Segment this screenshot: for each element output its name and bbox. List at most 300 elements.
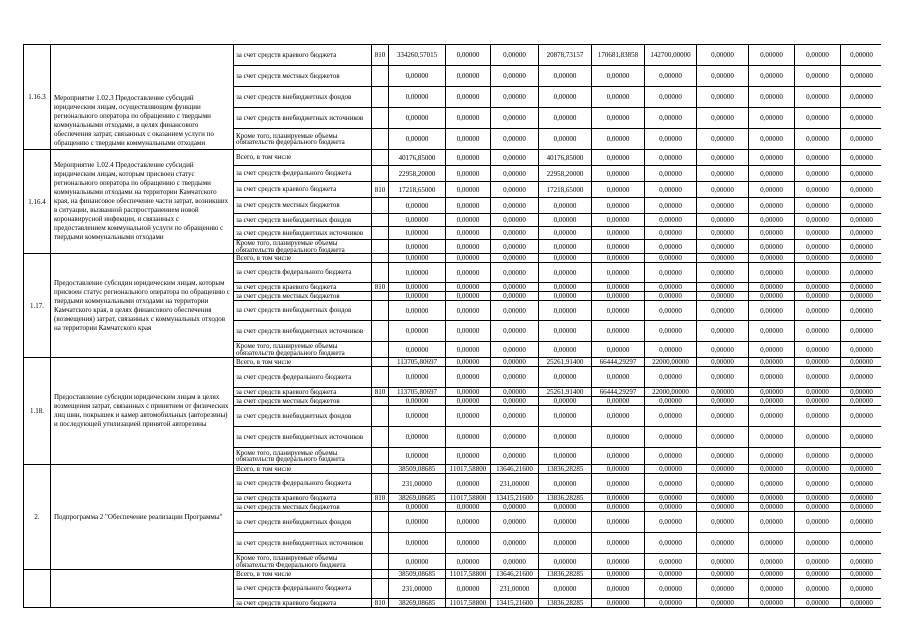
funding-source: за счет средств краевого бюджета — [234, 599, 372, 608]
amount-cell: 0,00000 — [697, 166, 749, 182]
amount-cell: 0,00000 — [749, 388, 795, 397]
amount-cell: 0,00000 — [446, 182, 491, 198]
amount-cell: 0,00000 — [749, 292, 795, 301]
amount-cell: 0,00000 — [446, 342, 491, 358]
amount-cell: 0,00000 — [592, 554, 645, 570]
budget-code — [372, 263, 389, 283]
amount-cell: 0,00000 — [446, 533, 491, 554]
budget-code: 810 — [372, 599, 389, 608]
amount-cell: 0,00000 — [795, 599, 841, 608]
funding-source: за счет средств федерального бюджета — [234, 367, 372, 388]
amount-cell: 0,00000 — [841, 554, 882, 570]
amount-cell: 0,00000 — [389, 254, 446, 263]
amount-cell: 0,00000 — [645, 579, 697, 599]
amount-cell: 0,00000 — [539, 254, 592, 263]
amount-cell: 0,00000 — [697, 570, 749, 579]
amount-cell: 0,00000 — [749, 283, 795, 292]
amount-cell: 0,00000 — [795, 227, 841, 240]
amount-cell: 0,00000 — [749, 263, 795, 283]
amount-cell: 0,00000 — [645, 254, 697, 263]
amount-cell: 0,00000 — [539, 512, 592, 533]
amount-cell: 0,00000 — [749, 474, 795, 494]
amount-cell: 0,00000 — [749, 66, 795, 87]
funding-source: за счет средств краевого бюджета — [234, 283, 372, 292]
amount-cell: 0,00000 — [539, 263, 592, 283]
amount-cell: 0,00000 — [491, 108, 539, 129]
amount-cell: 0,00000 — [749, 321, 795, 342]
amount-cell: 0,00000 — [749, 512, 795, 533]
amount-cell: 0,00000 — [592, 342, 645, 358]
amount-cell: 0,00000 — [491, 533, 539, 554]
amount-cell: 0,00000 — [446, 503, 491, 512]
amount-cell: 0,00000 — [697, 283, 749, 292]
amount-cell: 0,00000 — [491, 367, 539, 388]
amount-cell: 0,00000 — [645, 166, 697, 182]
amount-cell: 0,00000 — [446, 397, 491, 406]
amount-cell: 13836,28285 — [539, 599, 592, 608]
amount-cell: 0,00000 — [389, 301, 446, 321]
amount-cell: 0,00000 — [592, 397, 645, 406]
funding-source: за счет средств внебюджетных фондов — [234, 87, 372, 108]
amount-cell: 0,00000 — [491, 512, 539, 533]
amount-cell: 0,00000 — [749, 342, 795, 358]
amount-cell: 0,00000 — [645, 367, 697, 388]
amount-cell: 0,00000 — [841, 367, 882, 388]
amount-cell: 0,00000 — [697, 198, 749, 214]
amount-cell: 0,00000 — [389, 448, 446, 465]
amount-cell: 0,00000 — [446, 406, 491, 427]
budget-code: 810 — [372, 45, 389, 66]
amount-cell: 0,00000 — [645, 321, 697, 342]
amount-cell: 0,00000 — [841, 66, 882, 87]
amount-cell: 0,00000 — [389, 533, 446, 554]
amount-cell: 22000,00000 — [645, 388, 697, 397]
budget-code — [372, 198, 389, 214]
amount-cell: 0,00000 — [841, 570, 882, 579]
amount-cell: 0,00000 — [491, 283, 539, 292]
amount-cell: 13836,28285 — [539, 465, 592, 474]
amount-cell: 0,00000 — [592, 166, 645, 182]
amount-cell: 0,00000 — [389, 129, 446, 150]
budget-code — [372, 448, 389, 465]
funding-source: за счет средств внебюджетных источников — [234, 321, 372, 342]
amount-cell: 0,00000 — [389, 367, 446, 388]
amount-cell: 0,00000 — [446, 388, 491, 397]
amount-cell: 0,00000 — [841, 45, 882, 66]
funding-source: за счет средств местных бюджетов — [234, 66, 372, 87]
funding-source: Кроме того, планируемые объемы обязательств федерального бюджета — [234, 240, 372, 254]
amount-cell: 0,00000 — [539, 66, 592, 87]
amount-cell: 0,00000 — [592, 503, 645, 512]
amount-cell: 0,00000 — [491, 182, 539, 198]
amount-cell: 0,00000 — [446, 66, 491, 87]
funding-source: Всего, в том числе — [234, 465, 372, 474]
amount-cell: 0,00000 — [446, 166, 491, 182]
activity-title: Предоставление субсидии юридическим лицам, которым присвоен статус регионального оператора по обращению с твердыми коммунальными отходами на территории Камчатского края, в целях финансового обеспечения (возмещения) затрат, связанных с коммунальных отходов на территории Камчатского края — [51, 254, 234, 358]
amount-cell: 0,00000 — [592, 87, 645, 108]
amount-cell: 0,00000 — [795, 66, 841, 87]
amount-cell: 0,00000 — [841, 494, 882, 503]
amount-cell: 0,00000 — [446, 448, 491, 465]
amount-cell: 11017,58800 — [446, 494, 491, 503]
amount-cell: 0,00000 — [749, 108, 795, 129]
amount-cell: 0,00000 — [841, 465, 882, 474]
amount-cell: 0,00000 — [592, 254, 645, 263]
amount-cell: 0,00000 — [491, 129, 539, 150]
amount-cell: 0,00000 — [749, 240, 795, 254]
amount-cell: 0,00000 — [446, 554, 491, 570]
amount-cell: 0,00000 — [645, 494, 697, 503]
amount-cell: 0,00000 — [749, 465, 795, 474]
budget-code — [372, 512, 389, 533]
budget-code — [372, 397, 389, 406]
amount-cell: 0,00000 — [446, 129, 491, 150]
amount-cell: 0,00000 — [841, 533, 882, 554]
amount-cell: 0,00000 — [697, 182, 749, 198]
amount-cell: 0,00000 — [389, 406, 446, 427]
budget-code — [372, 427, 389, 448]
amount-cell: 0,00000 — [697, 533, 749, 554]
amount-cell: 0,00000 — [795, 283, 841, 292]
amount-cell: 0,00000 — [491, 358, 539, 367]
amount-cell: 0,00000 — [539, 87, 592, 108]
amount-cell: 11017,58800 — [446, 599, 491, 608]
amount-cell: 0,00000 — [539, 579, 592, 599]
funding-source: за счет средств местных бюджетов — [234, 503, 372, 512]
funding-source: за счет средств внебюджетных фондов — [234, 512, 372, 533]
amount-cell: 0,00000 — [795, 108, 841, 129]
amount-cell: 0,00000 — [645, 240, 697, 254]
amount-cell: 0,00000 — [592, 465, 645, 474]
amount-cell: 0,00000 — [645, 599, 697, 608]
amount-cell: 0,00000 — [446, 474, 491, 494]
amount-cell: 0,00000 — [697, 150, 749, 166]
amount-cell: 0,00000 — [592, 599, 645, 608]
amount-cell: 0,00000 — [697, 301, 749, 321]
amount-cell: 0,00000 — [592, 579, 645, 599]
funding-source: Кроме того, планируемые объемы обязательств федерального бюджета — [234, 448, 372, 465]
budget-code: 810 — [372, 182, 389, 198]
amount-cell: 0,00000 — [592, 301, 645, 321]
amount-cell: 0,00000 — [841, 342, 882, 358]
amount-cell: 0,00000 — [697, 45, 749, 66]
amount-cell: 22958,20000 — [389, 166, 446, 182]
amount-cell: 13415,21600 — [491, 494, 539, 503]
amount-cell: 17218,65000 — [389, 182, 446, 198]
amount-cell: 0,00000 — [697, 406, 749, 427]
amount-cell: 0,00000 — [645, 427, 697, 448]
amount-cell: 0,00000 — [697, 214, 749, 227]
amount-cell: 0,00000 — [645, 474, 697, 494]
amount-cell: 0,00000 — [539, 448, 592, 465]
amount-cell: 0,00000 — [446, 427, 491, 448]
amount-cell: 0,00000 — [749, 406, 795, 427]
budget-code — [372, 533, 389, 554]
amount-cell: 0,00000 — [491, 198, 539, 214]
amount-cell: 0,00000 — [491, 388, 539, 397]
amount-cell: 40176,85000 — [389, 150, 446, 166]
table-row — [24, 465, 882, 474]
amount-cell: 0,00000 — [491, 254, 539, 263]
amount-cell: 0,00000 — [389, 283, 446, 292]
amount-cell: 0,00000 — [446, 283, 491, 292]
budget-table — [23, 44, 881, 608]
amount-cell: 0,00000 — [795, 397, 841, 406]
amount-cell: 0,00000 — [697, 108, 749, 129]
amount-cell: 0,00000 — [645, 448, 697, 465]
amount-cell: 11017,58800 — [446, 465, 491, 474]
amount-cell: 0,00000 — [749, 570, 795, 579]
amount-cell: 0,00000 — [697, 599, 749, 608]
amount-cell: 0,00000 — [645, 512, 697, 533]
amount-cell: 0,00000 — [841, 406, 882, 427]
amount-cell: 0,00000 — [697, 66, 749, 87]
funding-source: за счет средств внебюджетных фондов — [234, 214, 372, 227]
amount-cell: 0,00000 — [491, 397, 539, 406]
amount-cell: 0,00000 — [697, 388, 749, 397]
amount-cell: 0,00000 — [491, 214, 539, 227]
amount-cell: 0,00000 — [749, 503, 795, 512]
funding-source: за счет средств краевого бюджета — [234, 182, 372, 198]
amount-cell: 0,00000 — [795, 254, 841, 263]
amount-cell: 0,00000 — [841, 292, 882, 301]
amount-cell: 0,00000 — [539, 397, 592, 406]
amount-cell: 0,00000 — [592, 512, 645, 533]
amount-cell: 0,00000 — [491, 66, 539, 87]
amount-cell: 231,00000 — [491, 579, 539, 599]
amount-cell: 0,00000 — [645, 129, 697, 150]
funding-source: за счет средств краевого бюджета — [234, 388, 372, 397]
amount-cell: 0,00000 — [539, 198, 592, 214]
amount-cell: 0,00000 — [592, 240, 645, 254]
amount-cell: 0,00000 — [841, 198, 882, 214]
amount-cell: 0,00000 — [749, 129, 795, 150]
amount-cell: 38509,08685 — [389, 570, 446, 579]
amount-cell: 142700,00000 — [645, 45, 697, 66]
amount-cell: 0,00000 — [841, 263, 882, 283]
amount-cell: 11017,58800 — [446, 570, 491, 579]
amount-cell: 0,00000 — [491, 166, 539, 182]
amount-cell: 0,00000 — [795, 182, 841, 198]
amount-cell: 113705,80697 — [389, 358, 446, 367]
amount-cell: 0,00000 — [592, 108, 645, 129]
budget-table-page — [23, 44, 881, 609]
section-number — [24, 570, 51, 608]
amount-cell: 0,00000 — [841, 87, 882, 108]
budget-code — [372, 465, 389, 474]
amount-cell: 0,00000 — [539, 129, 592, 150]
funding-source: Всего, в том числе — [234, 150, 372, 166]
amount-cell: 0,00000 — [795, 263, 841, 283]
table-row — [24, 358, 882, 367]
amount-cell: 38269,08685 — [389, 494, 446, 503]
amount-cell: 0,00000 — [697, 87, 749, 108]
amount-cell: 0,00000 — [592, 263, 645, 283]
amount-cell: 0,00000 — [645, 108, 697, 129]
funding-source: за счет средств федерального бюджета — [234, 579, 372, 599]
amount-cell: 0,00000 — [539, 214, 592, 227]
amount-cell: 13646,21600 — [491, 465, 539, 474]
amount-cell: 0,00000 — [841, 166, 882, 182]
activity-title: Мероприятие 1.02.4 Предоставление субсидий юридическим лицам, которым присвоен статус регионального оператора по обращению с твердыми коммунальными отходами на территории Камчатского края, на финансовое обеспечение части затрат, возникших в ситуации, вызванной распространением новой коронавирусной инфекции, и связанных с предоставлением коммунальной услуги по обращению с твердыми коммунальными отходами — [51, 150, 234, 254]
amount-cell: 0,00000 — [645, 198, 697, 214]
funding-source: за счет средств внебюджетных источников — [234, 427, 372, 448]
amount-cell: 40176,85000 — [539, 150, 592, 166]
amount-cell: 0,00000 — [697, 503, 749, 512]
amount-cell: 0,00000 — [592, 227, 645, 240]
table-row — [24, 254, 882, 263]
amount-cell: 0,00000 — [645, 406, 697, 427]
amount-cell: 0,00000 — [697, 254, 749, 263]
amount-cell: 0,00000 — [841, 227, 882, 240]
funding-source: за счет средств внебюджетных источников — [234, 108, 372, 129]
amount-cell: 0,00000 — [389, 321, 446, 342]
amount-cell: 0,00000 — [795, 129, 841, 150]
amount-cell: 231,00000 — [389, 474, 446, 494]
amount-cell: 0,00000 — [539, 367, 592, 388]
amount-cell: 13646,21600 — [491, 570, 539, 579]
amount-cell: 0,00000 — [697, 240, 749, 254]
amount-cell: 0,00000 — [592, 150, 645, 166]
amount-cell: 0,00000 — [795, 214, 841, 227]
budget-code — [372, 503, 389, 512]
budget-code — [372, 129, 389, 150]
amount-cell: 0,00000 — [841, 388, 882, 397]
amount-cell: 0,00000 — [592, 474, 645, 494]
amount-cell: 0,00000 — [389, 198, 446, 214]
funding-source: Кроме того, планируемые объемы обязательств федерального бюджета — [234, 129, 372, 150]
funding-source: за счет средств федерального бюджета — [234, 166, 372, 182]
budget-code — [372, 214, 389, 227]
amount-cell: 0,00000 — [645, 292, 697, 301]
amount-cell: 0,00000 — [592, 570, 645, 579]
budget-code — [372, 579, 389, 599]
amount-cell: 25261,91400 — [539, 358, 592, 367]
amount-cell: 0,00000 — [446, 263, 491, 283]
budget-code — [372, 150, 389, 166]
amount-cell: 0,00000 — [697, 397, 749, 406]
amount-cell: 0,00000 — [645, 465, 697, 474]
amount-cell: 0,00000 — [592, 321, 645, 342]
amount-cell: 0,00000 — [491, 227, 539, 240]
funding-source: за счет средств краевого бюджета — [234, 45, 372, 66]
activity-title — [51, 570, 234, 608]
budget-code — [372, 301, 389, 321]
amount-cell: 0,00000 — [491, 150, 539, 166]
amount-cell: 0,00000 — [697, 292, 749, 301]
section-number: 1.16.4 — [24, 150, 51, 254]
funding-source: за счет средств федерального бюджета — [234, 474, 372, 494]
amount-cell: 0,00000 — [491, 45, 539, 66]
budget-code — [372, 342, 389, 358]
amount-cell: 0,00000 — [749, 214, 795, 227]
amount-cell: 0,00000 — [795, 448, 841, 465]
table-row — [24, 45, 882, 66]
amount-cell: 0,00000 — [592, 367, 645, 388]
amount-cell: 22000,00000 — [645, 358, 697, 367]
amount-cell: 0,00000 — [446, 321, 491, 342]
amount-cell: 0,00000 — [749, 533, 795, 554]
funding-source: Кроме того, планируемые объемы обязательств федерального бюджета — [234, 342, 372, 358]
amount-cell: 0,00000 — [749, 599, 795, 608]
amount-cell: 0,00000 — [645, 397, 697, 406]
amount-cell: 0,00000 — [539, 108, 592, 129]
amount-cell: 0,00000 — [389, 214, 446, 227]
amount-cell: 0,00000 — [539, 554, 592, 570]
amount-cell: 0,00000 — [645, 283, 697, 292]
amount-cell: 0,00000 — [749, 254, 795, 263]
activity-title: Подпрограмма 2 "Обеспечение реализации Программы" — [51, 465, 234, 570]
amount-cell: 0,00000 — [841, 254, 882, 263]
amount-cell: 0,00000 — [592, 533, 645, 554]
amount-cell: 0,00000 — [749, 579, 795, 599]
amount-cell: 0,00000 — [645, 263, 697, 283]
section-number: 1.17. — [24, 254, 51, 358]
amount-cell: 0,00000 — [645, 214, 697, 227]
amount-cell: 0,00000 — [389, 227, 446, 240]
amount-cell: 0,00000 — [749, 397, 795, 406]
section-number: 1.16.3 — [24, 45, 51, 150]
amount-cell: 0,00000 — [645, 301, 697, 321]
amount-cell: 0,00000 — [795, 474, 841, 494]
amount-cell: 0,00000 — [389, 108, 446, 129]
amount-cell: 0,00000 — [592, 448, 645, 465]
amount-cell: 13415,21600 — [491, 599, 539, 608]
amount-cell: 0,00000 — [795, 465, 841, 474]
amount-cell: 0,00000 — [841, 448, 882, 465]
amount-cell: 0,00000 — [539, 533, 592, 554]
amount-cell: 0,00000 — [592, 129, 645, 150]
amount-cell: 0,00000 — [795, 427, 841, 448]
amount-cell: 0,00000 — [446, 240, 491, 254]
amount-cell: 0,00000 — [592, 214, 645, 227]
budget-code — [372, 570, 389, 579]
amount-cell: 0,00000 — [491, 448, 539, 465]
budget-code — [372, 166, 389, 182]
amount-cell: 113705,80697 — [389, 388, 446, 397]
amount-cell: 0,00000 — [539, 427, 592, 448]
amount-cell: 0,00000 — [795, 321, 841, 342]
amount-cell: 0,00000 — [645, 150, 697, 166]
amount-cell: 0,00000 — [539, 321, 592, 342]
amount-cell: 0,00000 — [749, 182, 795, 198]
amount-cell: 0,00000 — [389, 342, 446, 358]
amount-cell: 0,00000 — [795, 512, 841, 533]
budget-code — [372, 358, 389, 367]
amount-cell: 0,00000 — [446, 358, 491, 367]
amount-cell: 0,00000 — [795, 494, 841, 503]
amount-cell: 0,00000 — [592, 406, 645, 427]
amount-cell: 0,00000 — [749, 45, 795, 66]
amount-cell: 0,00000 — [592, 182, 645, 198]
amount-cell: 0,00000 — [749, 448, 795, 465]
funding-source: за счет средств местных бюджетов — [234, 292, 372, 301]
amount-cell: 0,00000 — [841, 182, 882, 198]
amount-cell: 0,00000 — [592, 66, 645, 87]
amount-cell: 0,00000 — [491, 301, 539, 321]
amount-cell: 0,00000 — [645, 342, 697, 358]
amount-cell: 0,00000 — [592, 292, 645, 301]
amount-cell: 0,00000 — [446, 367, 491, 388]
amount-cell: 22958,20000 — [539, 166, 592, 182]
amount-cell: 0,00000 — [446, 45, 491, 66]
amount-cell: 0,00000 — [491, 342, 539, 358]
amount-cell: 0,00000 — [697, 342, 749, 358]
amount-cell: 0,00000 — [539, 227, 592, 240]
amount-cell: 0,00000 — [539, 301, 592, 321]
amount-cell: 0,00000 — [491, 503, 539, 512]
amount-cell: 0,00000 — [749, 87, 795, 108]
